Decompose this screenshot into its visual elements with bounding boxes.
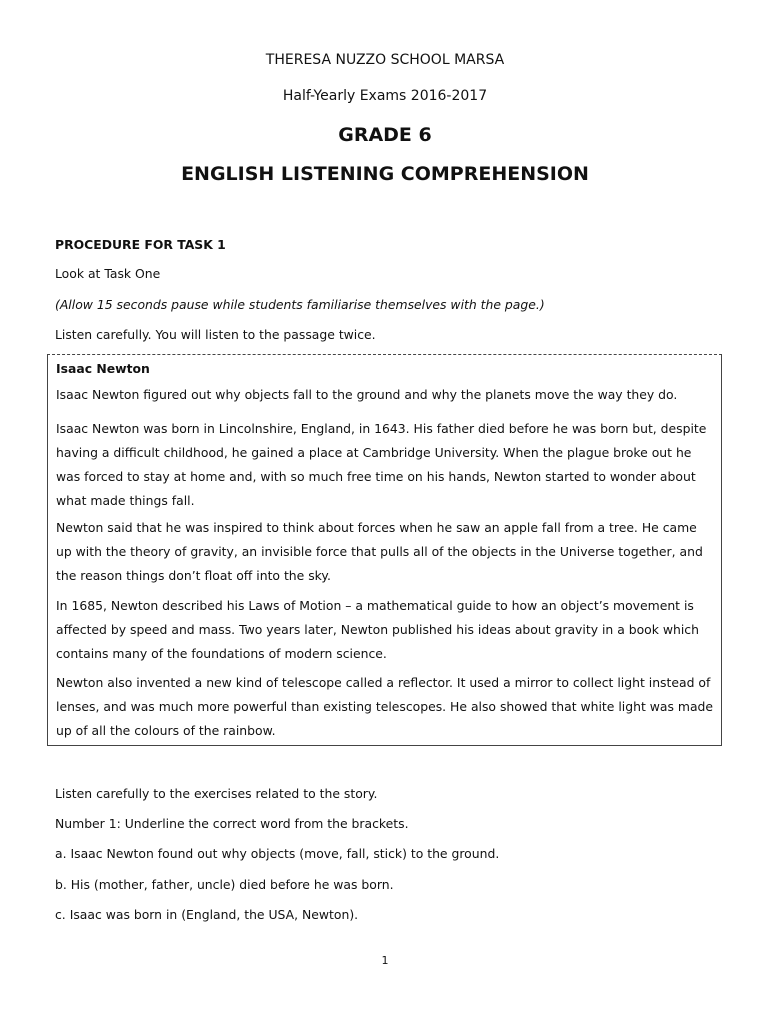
- exercises-intro: Listen carefully to the exercises related to the story.: [55, 786, 378, 801]
- procedure-heading: PROCEDURE FOR TASK 1: [55, 237, 226, 252]
- passage-paragraph: Newton said that he was inspired to think about forces when he saw an apple fall from a tree. He came up with the theory of gravity, an invisible force that pulls all of the objects in the Universe together, and the reason things don’t float off into the sky.: [56, 520, 703, 583]
- grade-heading: GRADE 6: [338, 124, 432, 146]
- exercise-item: c. Isaac was born in (England, the USA, Newton).: [55, 907, 359, 922]
- passage-paragraph: In 1685, Newton described his Laws of Motion – a mathematical guide to how an object’s movement is affected by speed and mass. Two years later, Newton published his ideas about gravity in a book which contains many of the foundations of modern science.: [56, 598, 699, 661]
- procedure-step-look: Look at Task One: [55, 266, 161, 281]
- procedure-pause-note: (Allow 15 seconds pause while students familiarise themselves with the page.): [55, 297, 545, 312]
- school-name: THERESA NUZZO SCHOOL MARSA: [265, 52, 505, 68]
- passage-title: Isaac Newton: [56, 361, 150, 376]
- passage-box: [47, 354, 722, 746]
- exercise-item: a. Isaac Newton found out why objects (move, fall, stick) to the ground.: [55, 846, 500, 861]
- passage-paragraph: Newton also invented a new kind of telescope called a reflector. It used a mirror to collect light instead of lenses, and was much more powerful than existing telescopes. He also showed that white light was made up of all the colours of the rainbow.: [56, 675, 714, 738]
- page-number: 1: [381, 954, 389, 967]
- exercise-item: b. His (mother, father, uncle) died before he was born.: [55, 877, 394, 892]
- passage-paragraph: Isaac Newton was born in Lincolnshire, England, in 1643. His father died before he was born but, despite having a difficult childhood, he gained a place at Cambridge University. When the plague broke out he was forced to stay at home and, with so much free time on his hands, Newton started to wonder about what made things fall.: [56, 421, 707, 508]
- exam-title: Half-Yearly Exams 2016-2017: [282, 88, 488, 104]
- subject-heading: ENGLISH LISTENING COMPREHENSION: [181, 163, 589, 185]
- exercise-number-1: Number 1: Underline the correct word from the brackets.: [55, 816, 409, 831]
- procedure-step-listen: Listen carefully. You will listen to the passage twice.: [55, 327, 376, 342]
- passage-paragraph: Isaac Newton figured out why objects fall to the ground and why the planets move the way they do.: [56, 387, 678, 402]
